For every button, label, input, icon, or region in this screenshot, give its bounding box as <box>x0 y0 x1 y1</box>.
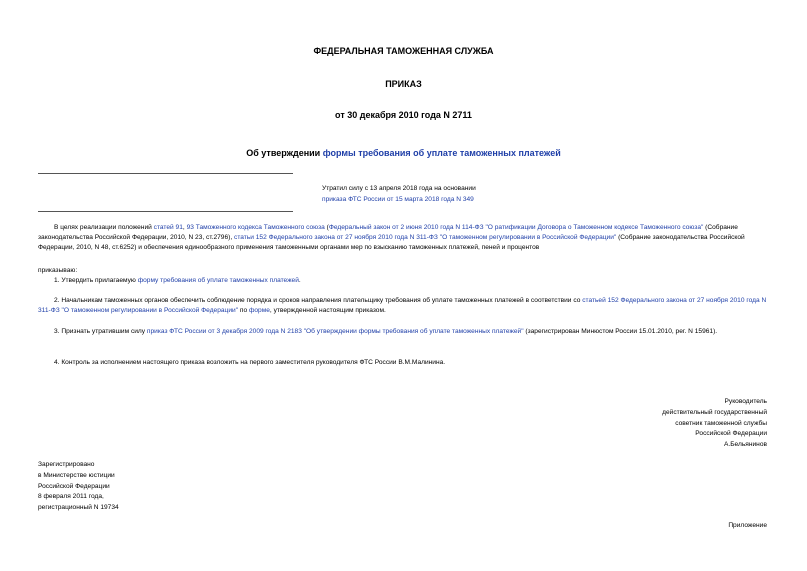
status-line: Утратил силу с 13 апреля 2018 года на основании <box>322 185 476 192</box>
signature-block <box>662 397 767 451</box>
registration-block <box>38 460 119 514</box>
divider-top <box>38 173 293 174</box>
link-form-2[interactable]: форме <box>248 307 270 314</box>
signature-line: советник таможенной службы <box>675 419 767 427</box>
item-text: 1. Утвердить прилагаемую <box>54 277 138 284</box>
item-3 <box>38 327 770 337</box>
order-word: приказываю: <box>38 267 78 274</box>
preamble-text: , <box>182 224 187 231</box>
item-text: . <box>298 277 301 284</box>
preamble-text: (Собрание законодательства Российской Федерации, 2010, N 48, ст.6252) и обеспечения единообразного применения таможенными органами мер по взысканию таможенных платежей, пеней и процентов <box>38 234 745 251</box>
registration-line: Российской Федерации <box>38 482 110 490</box>
signature-line: Российской Федерации <box>695 430 767 438</box>
signature-name: А.Бельянинов <box>724 441 767 449</box>
item-1 <box>38 276 770 286</box>
preamble <box>38 223 770 253</box>
divider-bottom <box>38 211 293 212</box>
item-text: , утвержденной настоящим приказом. <box>269 307 386 314</box>
item-text: 2. Начальникам таможенных органов обеспечить соблюдение порядка и сроков направления плательщику требования об уплате таможенных платежей в соответствии со <box>54 297 583 304</box>
doc-title <box>0 148 807 158</box>
link-form[interactable]: форму требования об уплате таможенных платежей <box>137 277 299 284</box>
doc-date-number: от 30 декабря 2010 года N 2711 <box>335 110 472 120</box>
item-text: 3. Признать утратившим силу <box>54 328 147 335</box>
agency-name: ФЕДЕРАЛЬНАЯ ТАМОЖЕННАЯ СЛУЖБА <box>313 46 494 56</box>
preamble-text: (Собрание законодательства Российской Федерации, 2010, N 23, ст.2796), <box>38 224 738 241</box>
link-art-152[interactable]: статьи 152 Федерального закона от 27 ноября 2010 года N 311-ФЗ "О таможенном регулировании в Российской Федерации" <box>234 234 617 241</box>
link-fz-114[interactable]: Федеральный закон от 2 июня 2010 года N 114-ФЗ "О ратификации Договора о Таможенном кодексе Таможенного союза" <box>328 224 704 231</box>
link-order-2183[interactable]: приказ ФТС России от 3 декабря 2009 года N 2183 "Об утверждении формы требования об уплате таможенных платежей" <box>146 328 524 335</box>
status-link[interactable]: приказа ФТС России от 15 марта 2018 года N 349 <box>322 196 474 203</box>
doc-title-prefix: Об утверждении <box>246 148 323 158</box>
appendix-label: Приложение <box>728 522 767 529</box>
preamble-text: ( <box>324 224 329 231</box>
item-2 <box>38 296 770 316</box>
registration-line: в Министерстве юстиции <box>38 471 115 479</box>
link-art-93[interactable]: 93 Таможенного кодекса Таможенного союза <box>186 224 325 231</box>
link-art-91[interactable]: статей 91 <box>153 224 183 231</box>
link-art-152-fz-311[interactable]: статьей 152 Федерального закона от 27 ноября 2010 года N 311-ФЗ "О таможенном регулировании в Российской Федерации" <box>38 297 767 314</box>
signature-line: Руководитель <box>724 398 767 405</box>
preamble-text: В целях реализации положений <box>54 224 154 231</box>
registration-line: регистрационный N 19734 <box>38 504 119 512</box>
doc-type: ПРИКАЗ <box>385 79 422 89</box>
registration-line: 8 февраля 2011 года, <box>38 493 104 501</box>
item-text: (зарегистрирован Минюстом России 15.01.2010, рег. N 15961). <box>523 328 718 335</box>
item-4: 4. Контроль за исполнением настоящего приказа возложить на первого заместителя руководителя ФТС России В.М.Малинина. <box>54 359 446 366</box>
signature-line: действительный государственный <box>662 408 767 416</box>
item-text: по <box>238 307 249 314</box>
status-note <box>322 183 622 205</box>
doc-title-link[interactable]: формы требования об уплате таможенных платежей <box>322 148 561 158</box>
registration-line: Зарегистрировано <box>38 461 95 468</box>
